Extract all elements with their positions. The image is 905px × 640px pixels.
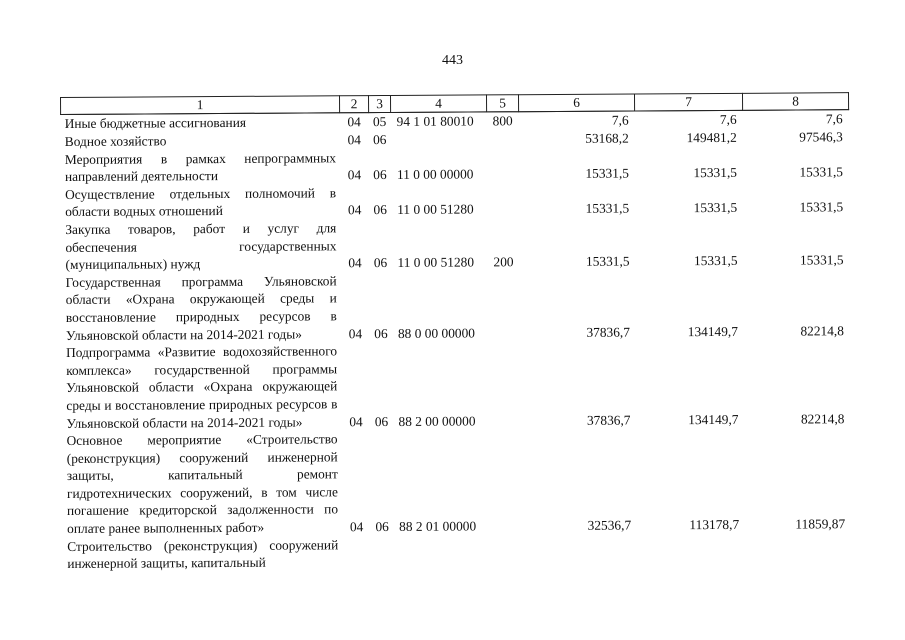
row-section	[342, 536, 371, 571]
row-expense-type: 800	[492, 113, 513, 129]
table-row	[62, 339, 851, 432]
row-subsection: 06	[373, 255, 388, 271]
row-name: Закупка товаров, работ и услуг для обеспечения государственных (муниципальных) нужд	[65, 220, 337, 273]
row-section: 04	[347, 114, 361, 130]
row-name: Мероприятия в рамках непрограммных направлений деятельности	[64, 149, 336, 185]
column-header-8: 8	[742, 93, 848, 111]
row-expense-type	[488, 271, 520, 342]
row-value-col7: 15331,5	[693, 253, 738, 269]
row-value-col7: 149481,2	[686, 129, 737, 145]
row-section: 04	[348, 255, 362, 271]
row-value-col6: 15331,5	[585, 253, 630, 269]
row-name: Водное хозяйство	[64, 132, 167, 149]
row-value-col7: 15331,5	[693, 165, 738, 181]
row-subsection: 06	[374, 413, 389, 429]
row-target-article	[391, 130, 487, 149]
row-value-col8: 15331,5	[799, 252, 844, 268]
row-expense-type	[489, 535, 521, 570]
row-target-article	[393, 535, 489, 571]
row-target-article: 88 2 00 00000	[398, 412, 476, 429]
page-number: 443	[442, 53, 463, 68]
row-section: 04	[348, 325, 363, 341]
row-value-col6: 37836,7	[586, 412, 631, 428]
row-name: Государственная программа Ульяновской области «Охрана окружающей среды и восстановление природных ресурсов в Ульяновской области на 2014-2021 годы»	[65, 273, 337, 343]
row-value-col6: 32536,7	[587, 517, 632, 533]
row-section: 04	[349, 413, 363, 429]
row-value-col8: 15331,5	[799, 199, 844, 215]
budget-table-page	[60, 92, 853, 573]
row-name: Основное мероприятие «Строительство (реконструкция) сооружений инженерной защиты, капитальный ремонт гидротехнических сооружений, в том числе погашение кредиторской задолженности по оплате ранее выполненных работ»	[66, 431, 339, 537]
row-target-article: 88 2 01 00000	[399, 518, 477, 534]
row-value-col8: 82214,8	[800, 410, 845, 426]
row-target-article: 11 0 00 00000	[396, 166, 474, 183]
table-row	[61, 146, 849, 186]
table-row	[62, 269, 850, 344]
row-target-article: 11 0 00 51280	[397, 254, 475, 271]
row-value-col6: 7,6	[611, 112, 629, 128]
table-row	[61, 216, 849, 274]
row-section: 04	[349, 519, 364, 535]
row-value-col6: 15331,5	[585, 200, 630, 217]
budget-table	[60, 92, 852, 573]
row-name: Подпрограмма «Развитие водохозяйственного комплекса» государственной программы Ульяновской области «Охрана окружающей среды и восстановление природных ресурсов в Ульяновской области на 2014-2021 годы»	[66, 343, 338, 431]
table-row	[61, 181, 849, 221]
row-subsection: 06	[375, 519, 389, 535]
row-target-article: 88 0 00 00000	[397, 325, 475, 341]
row-subsection: 06	[373, 167, 387, 183]
row-section: 04	[347, 202, 362, 218]
row-name: Осуществление отдельных полномочий в области водных отношений	[65, 185, 337, 220]
row-expense-type	[488, 341, 521, 429]
row-value-col6	[521, 534, 637, 570]
row-section: 04	[347, 167, 362, 183]
column-header-2: 2	[339, 96, 368, 113]
row-value-col7	[637, 533, 745, 569]
row-value-col8: 7,6	[825, 111, 843, 127]
row-name: Иные бюджетные ассигнования	[64, 114, 247, 131]
table-row	[63, 427, 852, 537]
row-expense-type: 200	[493, 254, 514, 270]
row-value-col8: 82214,8	[800, 322, 844, 339]
row-value-col7: 15331,5	[693, 200, 738, 216]
row-value-col6: 53168,2	[585, 130, 629, 146]
column-header-6: 6	[518, 94, 634, 112]
row-name: Строительство (реконструкция) сооружений инженерной защиты, капитальный	[67, 536, 339, 572]
row-value-col6: 15331,5	[585, 165, 630, 181]
column-header-5: 5	[486, 95, 518, 112]
column-header-3: 3	[368, 95, 390, 112]
row-target-article: 94 1 01 80010	[396, 113, 474, 129]
row-value-col8: 97546,3	[799, 128, 843, 145]
row-value-col7: 7,6	[719, 111, 737, 127]
row-expense-type	[487, 183, 519, 218]
row-expense-type	[487, 130, 519, 148]
row-value-col7: 134149,7	[687, 323, 738, 339]
column-header-7: 7	[634, 93, 742, 111]
row-subsection: 06	[373, 202, 387, 218]
row-subsection: 06	[373, 131, 387, 147]
row-target-article: 11 0 00 51280	[397, 201, 474, 218]
row-subsection	[371, 536, 393, 571]
row-expense-type	[489, 429, 522, 535]
row-value-col6: 37836,7	[586, 324, 630, 340]
row-subsection: 06	[374, 325, 388, 341]
row-section: 04	[347, 131, 361, 147]
row-value-col8: 11859,87	[795, 516, 846, 532]
row-value-col8: 15331,5	[799, 164, 844, 180]
table-row	[63, 533, 851, 573]
table-body	[61, 110, 852, 573]
column-header-4: 4	[390, 95, 486, 113]
row-value-col8	[745, 533, 851, 569]
row-value-col7: 113178,7	[689, 516, 740, 533]
row-expense-type	[487, 148, 519, 183]
row-subsection: 05	[372, 114, 387, 130]
column-header-1: 1	[61, 96, 340, 115]
row-value-col7: 134149,7	[688, 411, 739, 427]
